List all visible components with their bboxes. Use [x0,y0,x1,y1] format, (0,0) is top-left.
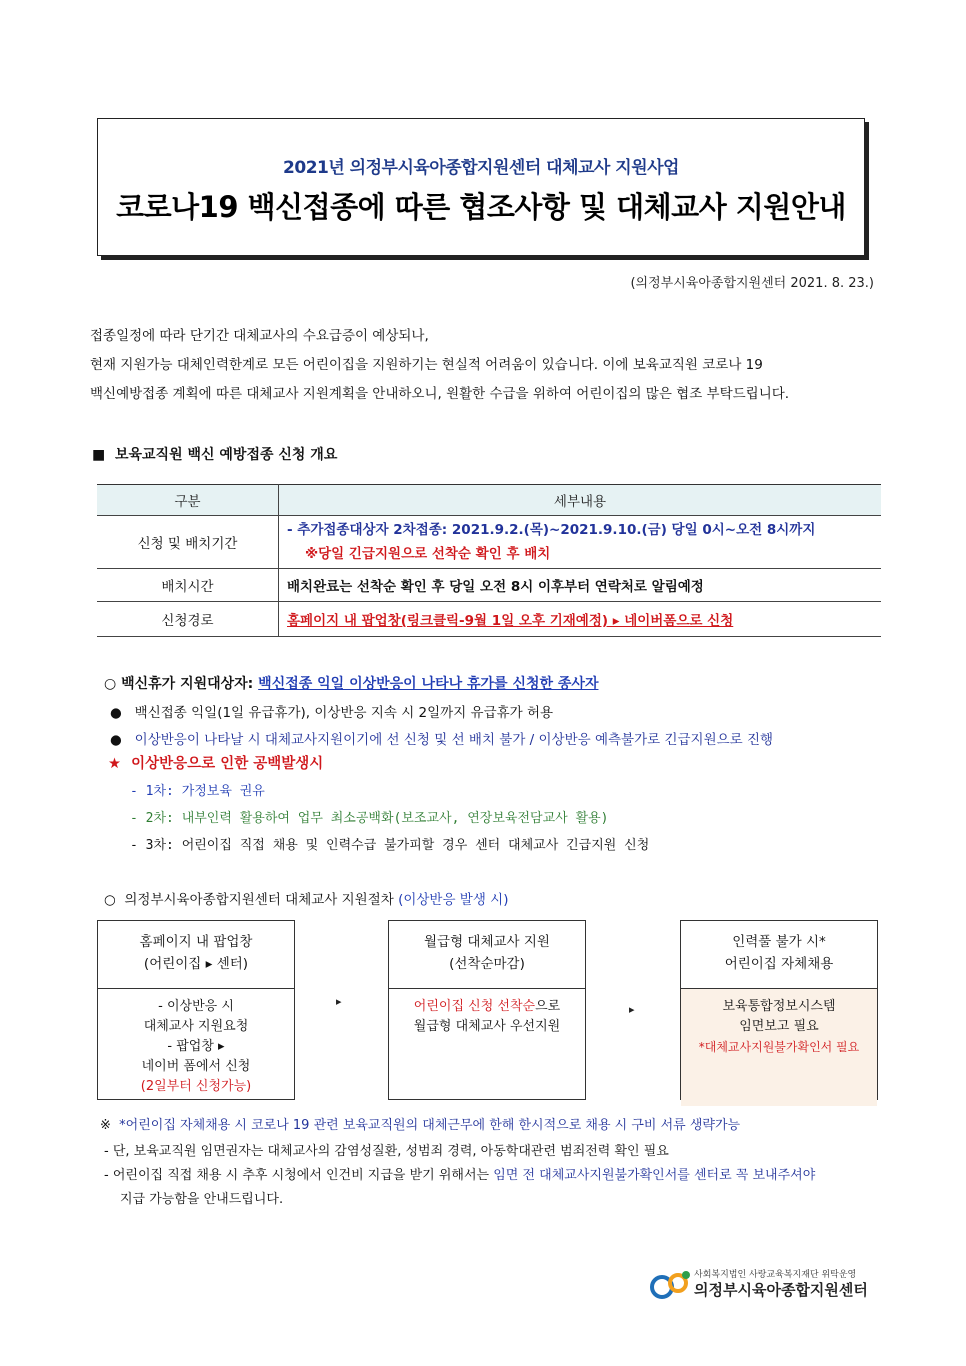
target-highlight: 백신접종 익일 이상반응이 나타나 휴가를 신청한 종사자 [258,676,599,692]
circle-bullet-icon: ○ [104,892,116,908]
list-item-text: 백신접종 익일(1일 유급휴가), 이상반응 지속 시 2일까지 유급휴가 허용 [134,705,554,721]
table-row [97,516,881,569]
note-line: - 단, 보육교직원 임면권자는 대체교사의 감염성질환, 성범죄 경력, 아동학대관련 범죄전력 확인 필요 [104,1144,669,1159]
apply-route-link[interactable]: 홈페이지 내 팝업창(링크클릭-9월 1일 오후 기재예정) ▸ 네이버폼으로 신청 [279,602,882,637]
box-body-line: 임면보고 필요 [739,1019,819,1034]
period-line: - 추가접종대상자 2차접종: 2021.9.2.(목)~2021.9.10.(금) 당일 0시~오전 8시까지 [287,522,816,538]
box-header-line: 월급형 대체교사 지원 [424,934,550,950]
title-box [97,118,865,256]
procedure-box-popup [97,920,295,1100]
step-item [130,807,649,834]
table-header-cell: 세부내용 [279,485,882,516]
procedure-box-self-hire [680,920,878,1100]
star-icon: ★ [108,756,121,772]
star-heading [108,752,323,773]
star-title: 이상반응으로 인한 공백발생시 [131,756,324,772]
box-header [389,921,585,989]
table-header-cell: 구분 [97,485,279,516]
box-body-highlight: 어린이집 신청 선착순 [413,999,536,1014]
intro-line: 현재 지원가능 대체인력한계로 모든 어린이집을 지원하기는 현실적 어려움이 있습니다. 이에 보육교직원 코로나 19 [90,357,763,373]
note-text: - 어린이집 직접 채용 시 추후 시청에서 인건비 지급을 받기 위해서는 [104,1168,494,1183]
step-item [130,834,649,861]
row-content: 배치완료는 선착순 확인 후 당일 오전 8시 이후부터 연락처로 알림예정 [279,569,882,602]
note-line: 지급 가능함을 안내드립니다. [120,1192,284,1207]
row-label: 신청 및 배치기간 [97,516,279,569]
intro-text [90,322,880,409]
section1-title: 보육교직원 백신 예방접종 신청 개요 [114,447,338,463]
table-header-row [97,485,881,516]
box-note: *대체교사지원불가확인서 필요 [698,1040,860,1054]
box-header-line: (선착순마감) [449,956,525,972]
box-note: (2일부터 신청가능) [140,1079,252,1094]
section3-heading [104,888,508,908]
box-body [98,989,294,1097]
row-content [279,516,882,569]
section3-title: 의정부시육아종합지원센터 대체교사 지원절차 [124,892,394,908]
page-subtitle: 2021년 의정부시육아종합지원센터 대체교사 지원사업 [283,158,679,178]
list-item [110,701,553,721]
box-body-line: 대체교사 지원요청 [143,1019,249,1034]
box-body-line: 보육통합정보시스템 [722,999,836,1014]
arrow-right-icon: ▸ [336,995,342,1008]
box-body [389,989,585,1037]
box-body [681,989,877,1106]
box-body-line: - 팝업창 ▸ [167,1039,225,1054]
list-item [110,728,773,748]
box-header [98,921,294,989]
section2-heading [104,673,598,693]
logo-name: 의정부시육아종합지원센터 [694,1281,868,1299]
procedure-box-salary [388,920,586,1100]
intro-line: 접종일정에 따라 단기간 대체교사의 수요급증이 예상되나, [90,328,429,344]
urgent-note: ※당일 긴급지원으로 선착순 확인 후 배치 [305,546,551,562]
step-item [130,780,649,807]
reference-mark-icon: ※ [100,1118,111,1133]
square-bullet-icon: ■ [92,447,106,463]
circle-bullet-icon: ○ [104,676,117,692]
logo-small-text: 사회복지법인 사랑교육복지재단 위탁운영 [694,1270,857,1280]
intro-line: 백신예방접종 계획에 따른 대체교사 지원계획을 안내하오니, 원활한 수급을 위하여 어린이집의 많은 협조 부탁드립니다. [90,386,790,402]
arrow-right-icon: ▸ [629,1003,635,1016]
row-label: 신청경로 [97,602,279,637]
page-title: 코로나19 백신접종에 따른 협조사항 및 대체교사 지원안내 [116,190,846,224]
box-body-line: 네이버 폼에서 신청 [141,1059,251,1074]
box-header-line: (어린이집 ▸ 센터) [143,956,249,972]
box-body-line [389,997,585,1017]
box-body-tail: 으로 [535,999,561,1014]
box-header [681,921,877,989]
overview-table [97,484,881,637]
note-highlight: 임면 전 대체교사지원불가확인서를 센터로 꼭 보내주셔야 [493,1168,816,1183]
section2-title: 백신휴가 지원대상자: [121,676,254,692]
section3-note: (이상반응 발생 시) [398,892,509,908]
dot-bullet-icon: ● [110,732,122,748]
box-header-line: 인력풀 불가 시* [732,934,826,950]
table-row [97,602,881,637]
table-row [97,569,881,602]
box-header-line: 어린이집 자체채용 [724,956,834,972]
issue-date: (의정부시육아종합지원센터 2021. 8. 23.) [630,276,874,291]
step-text: - 2차: 내부인력 활용하여 업무 최소공백화(보조교사, 연장보육전담교사 활용) [130,811,609,826]
dot-bullet-icon: ● [110,705,122,721]
step-list [130,780,649,861]
note-line [100,1114,740,1133]
section1-heading [92,444,337,464]
note-text: *어린이집 자체채용 시 코로나 19 관련 보육교직원의 대체근무에 한해 한시적으로 채용 시 구비 서류 생략가능 [119,1118,741,1133]
box-body-line: - 이상반응 시 [158,999,234,1014]
step-text: - 1차: 가정보육 권유 [130,784,265,799]
box-header-line: 홈페이지 내 팝업창 [139,934,253,950]
step-text: - 3차: 어린이집 직접 채용 및 인력수급 불가피할 경우 센터 대체교사 긴급지원 신청 [130,838,650,853]
box-body-line: 월급형 대체교사 우선지원 [413,1019,561,1034]
row-label: 배치시간 [97,569,279,602]
note-line [104,1164,815,1183]
logo-mark-icon [650,1267,694,1303]
list-item-text: 이상반응이 나타날 시 대체교사지원이기에 선 신청 및 선 배치 불가 / 이상반응 예측불가로 긴급지원으로 진행 [134,732,774,748]
